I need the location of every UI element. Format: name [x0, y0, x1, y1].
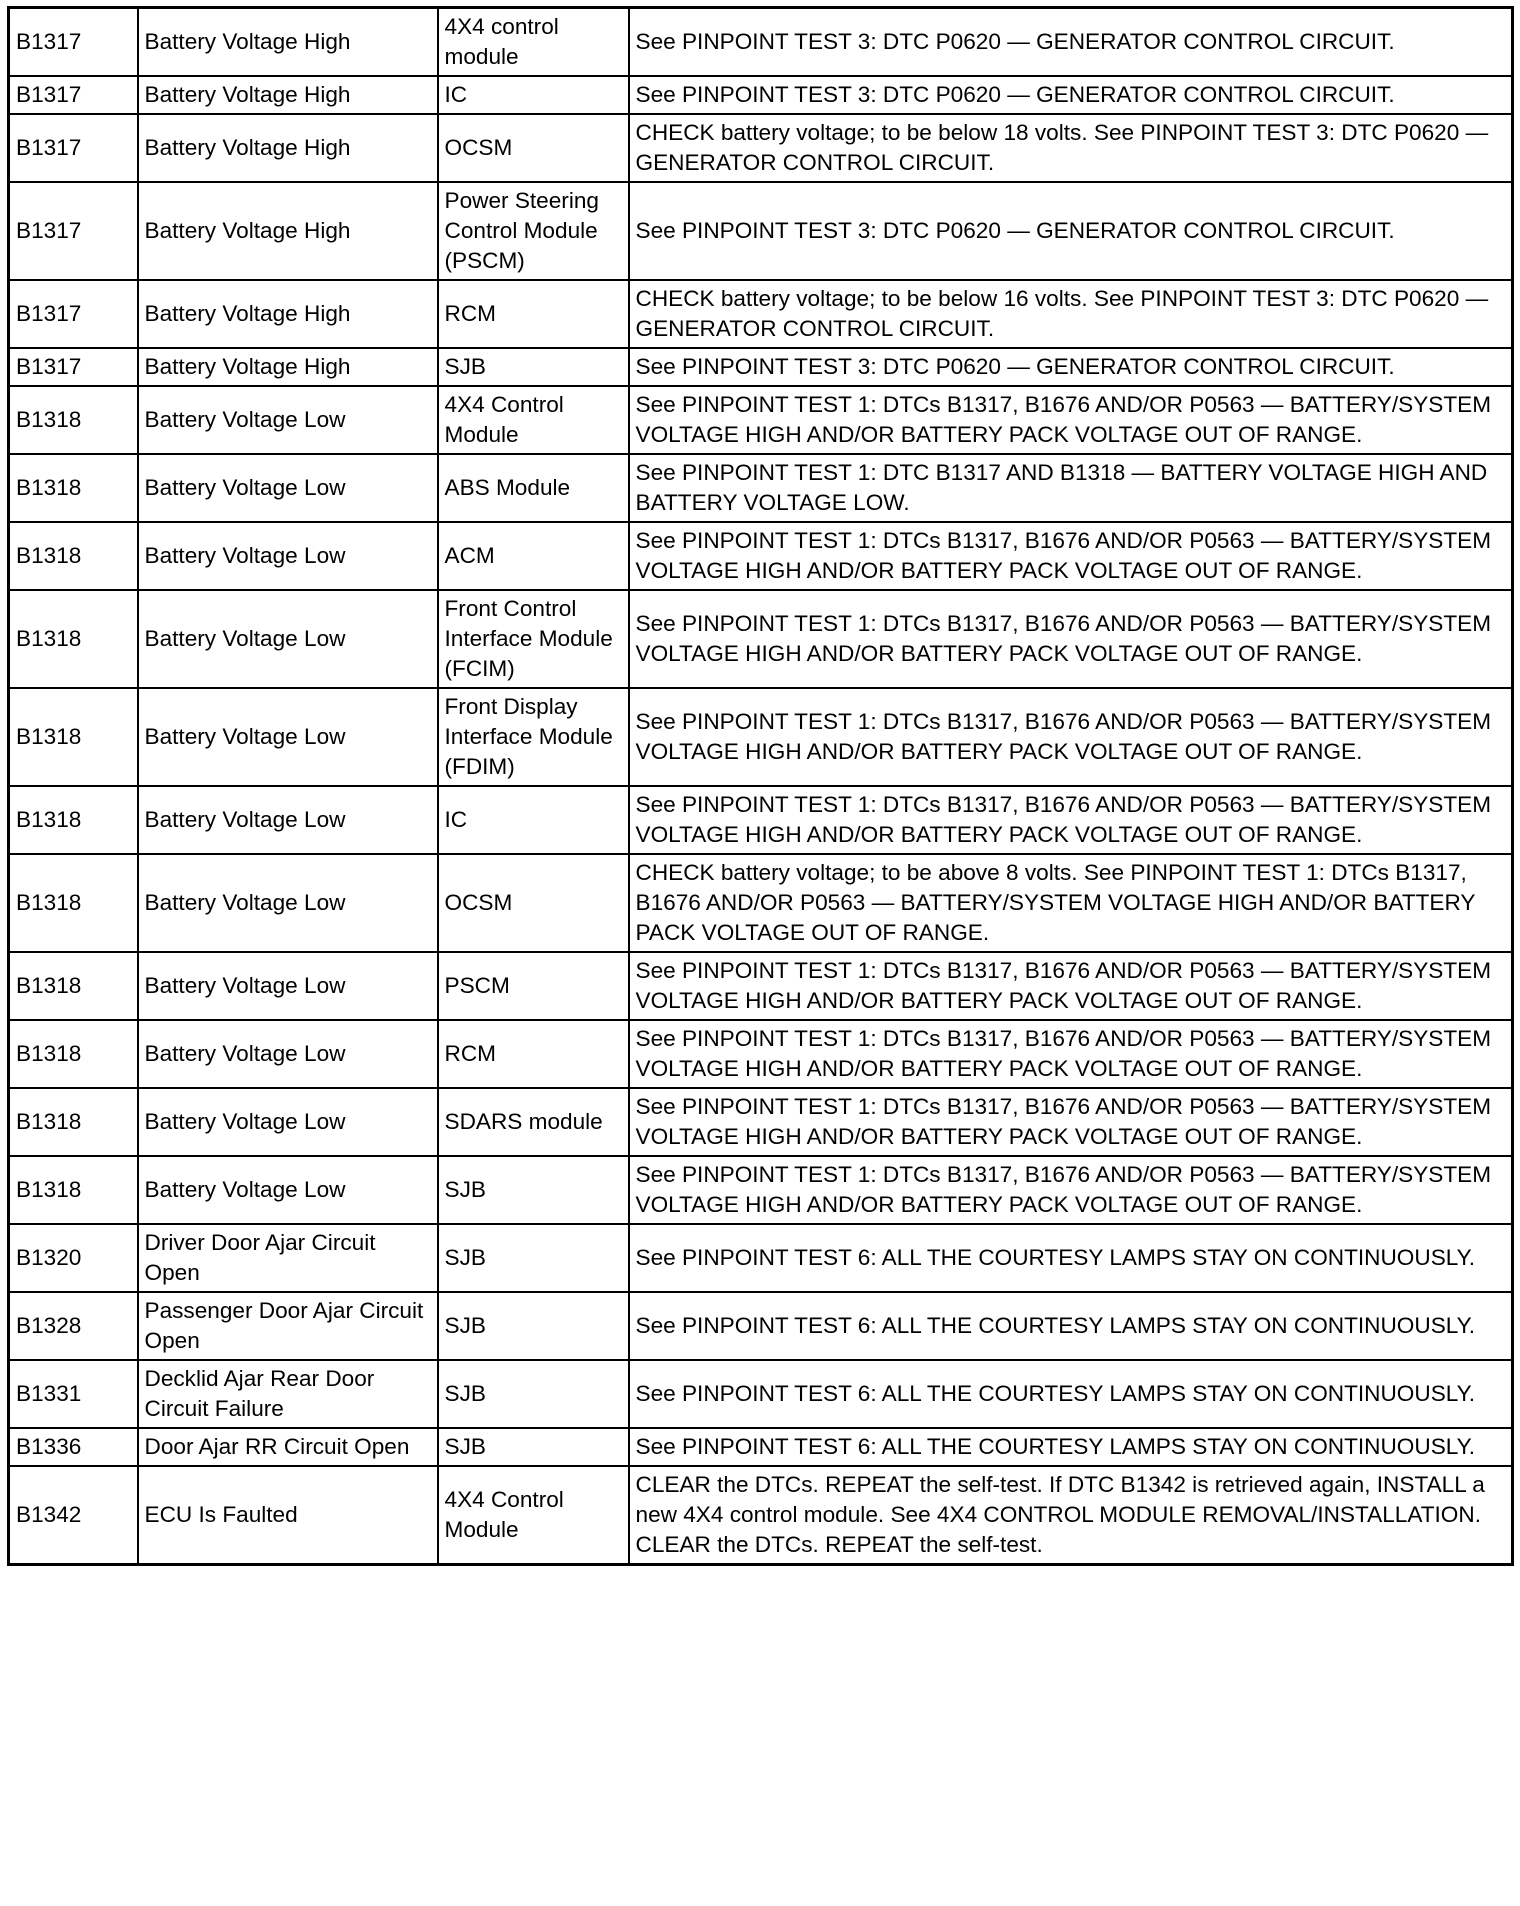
dtc-code-cell: B1336 — [9, 1428, 138, 1466]
dtc-module-cell: SDARS module — [438, 1088, 629, 1156]
dtc-module-cell: RCM — [438, 1020, 629, 1088]
dtc-module-cell: PSCM — [438, 952, 629, 1020]
dtc-code-cell: B1317 — [9, 348, 138, 386]
dtc-module-cell: SJB — [438, 348, 629, 386]
dtc-action-cell: CHECK battery voltage; to be below 18 volts. See PINPOINT TEST 3: DTC P0620 — GENERATOR CONTROL CIRCUIT. — [629, 114, 1513, 182]
dtc-code-cell: B1317 — [9, 182, 138, 280]
dtc-description-cell: Battery Voltage Low — [138, 522, 438, 590]
dtc-action-cell: See PINPOINT TEST 6: ALL THE COURTESY LAMPS STAY ON CONTINUOUSLY. — [629, 1360, 1513, 1428]
dtc-code-cell: B1342 — [9, 1466, 138, 1565]
dtc-code-cell: B1331 — [9, 1360, 138, 1428]
dtc-description-cell: Passenger Door Ajar Circuit Open — [138, 1292, 438, 1360]
table-row — [9, 1360, 1513, 1428]
dtc-description-cell: Battery Voltage High — [138, 8, 438, 77]
table-row — [9, 854, 1513, 952]
dtc-module-cell: OCSM — [438, 854, 629, 952]
dtc-code-cell: B1318 — [9, 688, 138, 786]
dtc-action-cell: See PINPOINT TEST 1: DTCs B1317, B1676 AND/OR P0563 — BATTERY/SYSTEM VOLTAGE HIGH AND/OR BATTERY PACK VOLTAGE OUT OF RANGE. — [629, 590, 1513, 688]
dtc-code-cell: B1318 — [9, 786, 138, 854]
dtc-action-cell: See PINPOINT TEST 1: DTCs B1317, B1676 AND/OR P0563 — BATTERY/SYSTEM VOLTAGE HIGH AND/OR BATTERY PACK VOLTAGE OUT OF RANGE. — [629, 1156, 1513, 1224]
dtc-module-cell: SJB — [438, 1224, 629, 1292]
dtc-description-cell: Battery Voltage Low — [138, 1088, 438, 1156]
dtc-code-cell: B1318 — [9, 454, 138, 522]
dtc-module-cell: SJB — [438, 1156, 629, 1224]
dtc-action-cell: See PINPOINT TEST 1: DTCs B1317, B1676 AND/OR P0563 — BATTERY/SYSTEM VOLTAGE HIGH AND/OR BATTERY PACK VOLTAGE OUT OF RANGE. — [629, 786, 1513, 854]
table-row — [9, 76, 1513, 114]
dtc-description-cell: Battery Voltage Low — [138, 454, 438, 522]
dtc-description-cell: Battery Voltage High — [138, 114, 438, 182]
table-row — [9, 454, 1513, 522]
dtc-description-cell: ECU Is Faulted — [138, 1466, 438, 1565]
dtc-code-cell: B1317 — [9, 76, 138, 114]
table-row — [9, 522, 1513, 590]
dtc-action-cell: See PINPOINT TEST 6: ALL THE COURTESY LAMPS STAY ON CONTINUOUSLY. — [629, 1428, 1513, 1466]
dtc-description-cell: Battery Voltage Low — [138, 590, 438, 688]
dtc-module-cell: ABS Module — [438, 454, 629, 522]
table-row — [9, 1156, 1513, 1224]
dtc-module-cell: 4X4 Control Module — [438, 1466, 629, 1565]
dtc-code-cell: B1317 — [9, 8, 138, 77]
dtc-action-cell: CHECK battery voltage; to be above 8 volts. See PINPOINT TEST 1: DTCs B1317, B1676 AND/OR P0563 — BATTERY/SYSTEM VOLTAGE HIGH AND/OR BATTERY PACK VOLTAGE OUT OF RANGE. — [629, 854, 1513, 952]
dtc-code-cell: B1318 — [9, 1020, 138, 1088]
dtc-action-cell: See PINPOINT TEST 3: DTC P0620 — GENERATOR CONTROL CIRCUIT. — [629, 8, 1513, 77]
dtc-module-cell: IC — [438, 786, 629, 854]
table-row — [9, 590, 1513, 688]
dtc-table — [7, 6, 1514, 1566]
dtc-description-cell: Battery Voltage Low — [138, 1156, 438, 1224]
dtc-code-cell: B1318 — [9, 386, 138, 454]
dtc-description-cell: Battery Voltage Low — [138, 688, 438, 786]
dtc-description-cell: Decklid Ajar Rear Door Circuit Failure — [138, 1360, 438, 1428]
dtc-code-cell: B1318 — [9, 952, 138, 1020]
dtc-code-cell: B1317 — [9, 114, 138, 182]
dtc-module-cell: SJB — [438, 1428, 629, 1466]
table-row — [9, 1428, 1513, 1466]
dtc-description-cell: Battery Voltage High — [138, 348, 438, 386]
dtc-module-cell: 4X4 control module — [438, 8, 629, 77]
dtc-description-cell: Battery Voltage High — [138, 76, 438, 114]
dtc-module-cell: Front Control Interface Module (FCIM) — [438, 590, 629, 688]
dtc-description-cell: Driver Door Ajar Circuit Open — [138, 1224, 438, 1292]
dtc-code-cell: B1320 — [9, 1224, 138, 1292]
table-row — [9, 8, 1513, 77]
dtc-description-cell: Battery Voltage High — [138, 182, 438, 280]
dtc-action-cell: See PINPOINT TEST 6: ALL THE COURTESY LAMPS STAY ON CONTINUOUSLY. — [629, 1292, 1513, 1360]
table-row — [9, 386, 1513, 454]
dtc-action-cell: See PINPOINT TEST 1: DTCs B1317, B1676 AND/OR P0563 — BATTERY/SYSTEM VOLTAGE HIGH AND/OR BATTERY PACK VOLTAGE OUT OF RANGE. — [629, 1020, 1513, 1088]
dtc-module-cell: SJB — [438, 1360, 629, 1428]
table-row — [9, 280, 1513, 348]
dtc-code-cell: B1318 — [9, 1088, 138, 1156]
dtc-action-cell: CHECK battery voltage; to be below 16 volts. See PINPOINT TEST 3: DTC P0620 — GENERATOR CONTROL CIRCUIT. — [629, 280, 1513, 348]
dtc-code-cell: B1317 — [9, 280, 138, 348]
dtc-action-cell: See PINPOINT TEST 1: DTCs B1317, B1676 AND/OR P0563 — BATTERY/SYSTEM VOLTAGE HIGH AND/OR BATTERY PACK VOLTAGE OUT OF RANGE. — [629, 386, 1513, 454]
dtc-module-cell: Power Steering Control Module (PSCM) — [438, 182, 629, 280]
dtc-action-cell: See PINPOINT TEST 3: DTC P0620 — GENERATOR CONTROL CIRCUIT. — [629, 182, 1513, 280]
dtc-description-cell: Battery Voltage Low — [138, 854, 438, 952]
dtc-action-cell: See PINPOINT TEST 3: DTC P0620 — GENERATOR CONTROL CIRCUIT. — [629, 348, 1513, 386]
dtc-description-cell: Battery Voltage Low — [138, 952, 438, 1020]
table-row — [9, 952, 1513, 1020]
dtc-description-cell: Battery Voltage High — [138, 280, 438, 348]
table-row — [9, 348, 1513, 386]
dtc-module-cell: ACM — [438, 522, 629, 590]
table-row — [9, 786, 1513, 854]
dtc-module-cell: RCM — [438, 280, 629, 348]
dtc-description-cell: Door Ajar RR Circuit Open — [138, 1428, 438, 1466]
dtc-action-cell: See PINPOINT TEST 1: DTCs B1317, B1676 AND/OR P0563 — BATTERY/SYSTEM VOLTAGE HIGH AND/OR BATTERY PACK VOLTAGE OUT OF RANGE. — [629, 952, 1513, 1020]
dtc-code-cell: B1328 — [9, 1292, 138, 1360]
dtc-code-cell: B1318 — [9, 1156, 138, 1224]
dtc-action-cell: See PINPOINT TEST 1: DTC B1317 AND B1318 — BATTERY VOLTAGE HIGH AND BATTERY VOLTAGE LOW. — [629, 454, 1513, 522]
dtc-action-cell: See PINPOINT TEST 3: DTC P0620 — GENERATOR CONTROL CIRCUIT. — [629, 76, 1513, 114]
table-row — [9, 114, 1513, 182]
dtc-action-cell: See PINPOINT TEST 1: DTCs B1317, B1676 AND/OR P0563 — BATTERY/SYSTEM VOLTAGE HIGH AND/OR BATTERY PACK VOLTAGE OUT OF RANGE. — [629, 1088, 1513, 1156]
table-row — [9, 1466, 1513, 1565]
dtc-description-cell: Battery Voltage Low — [138, 1020, 438, 1088]
dtc-code-cell: B1318 — [9, 590, 138, 688]
dtc-code-cell: B1318 — [9, 854, 138, 952]
dtc-module-cell: IC — [438, 76, 629, 114]
dtc-module-cell: SJB — [438, 1292, 629, 1360]
dtc-action-cell: See PINPOINT TEST 1: DTCs B1317, B1676 AND/OR P0563 — BATTERY/SYSTEM VOLTAGE HIGH AND/OR BATTERY PACK VOLTAGE OUT OF RANGE. — [629, 688, 1513, 786]
dtc-code-cell: B1318 — [9, 522, 138, 590]
table-row — [9, 688, 1513, 786]
table-row — [9, 182, 1513, 280]
dtc-table-body — [9, 8, 1513, 1565]
dtc-description-cell: Battery Voltage Low — [138, 786, 438, 854]
table-row — [9, 1088, 1513, 1156]
dtc-module-cell: Front Display Interface Module (FDIM) — [438, 688, 629, 786]
dtc-action-cell: See PINPOINT TEST 6: ALL THE COURTESY LAMPS STAY ON CONTINUOUSLY. — [629, 1224, 1513, 1292]
table-row — [9, 1020, 1513, 1088]
table-row — [9, 1292, 1513, 1360]
dtc-module-cell: 4X4 Control Module — [438, 386, 629, 454]
dtc-action-cell: See PINPOINT TEST 1: DTCs B1317, B1676 AND/OR P0563 — BATTERY/SYSTEM VOLTAGE HIGH AND/OR BATTERY PACK VOLTAGE OUT OF RANGE. — [629, 522, 1513, 590]
dtc-action-cell: CLEAR the DTCs. REPEAT the self-test. If DTC B1342 is retrieved again, INSTALL a new 4X4 control module. See 4X4 CONTROL MODULE REMOVAL/INSTALLATION. CLEAR the DTCs. REPEAT the self-test. — [629, 1466, 1513, 1565]
dtc-description-cell: Battery Voltage Low — [138, 386, 438, 454]
table-row — [9, 1224, 1513, 1292]
dtc-module-cell: OCSM — [438, 114, 629, 182]
